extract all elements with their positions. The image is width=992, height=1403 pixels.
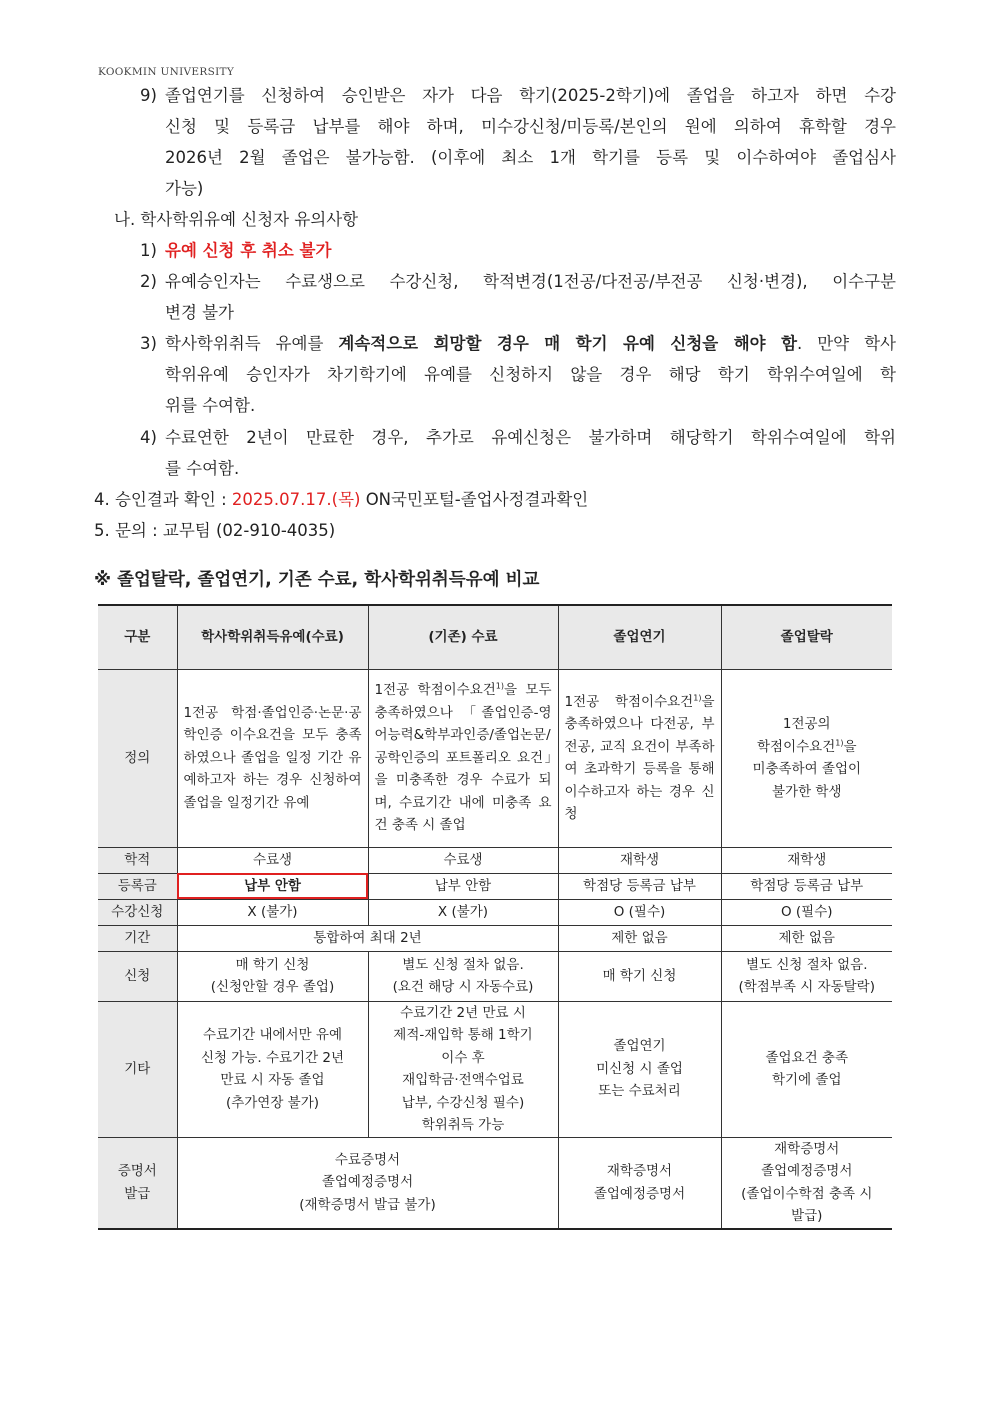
other-failure <box>721 1001 892 1137</box>
na-2-line-1: 유예승인자는 수료생으로 수강신청, 학적변경(1전공/다전공/부전공 신청·변경), 이수구분 <box>165 272 896 291</box>
na-3-text-c: . 만약 학사 <box>797 334 896 353</box>
table-row-period <box>98 925 892 951</box>
row-label-status: 학적 <box>98 847 177 873</box>
application-failure-a: 별도 신청 절차 없음. <box>746 956 868 973</box>
item-5-inquiry: 5. 문의 : 교무팀 (02-910-4035) <box>94 521 336 540</box>
item-4-date: 2025.07.17.(목) <box>231 490 361 509</box>
header-graduation-failure: 졸업탈락 <box>721 605 892 669</box>
other-postponement-line: 졸업연기 <box>613 1038 666 1055</box>
definition-postponement-a: 1전공 학점이수요건 <box>564 693 694 710</box>
na-3-emphasis: 계속적으로 희망할 경우 매 학기 유예 신청을 해야 함 <box>338 334 798 353</box>
table-row-application <box>98 951 892 1001</box>
footnote-marker: 1) <box>495 681 504 691</box>
application-deferral-a: 매 학기 신청 <box>235 956 310 973</box>
other-failure-line: 졸업요건 충족 <box>765 1049 849 1066</box>
item-4-suffix: ON국민포털-졸업사정결과확인 <box>360 490 589 509</box>
application-completion-b: (요건 해당 시 자동수료) <box>392 979 534 995</box>
row-label-application: 신청 <box>98 951 177 1001</box>
definition-postponement-b: 을 충족하였으나 다전공, 부전공, 교직 요건이 부족하여 초과학기 등록을 통해 이수하고자 하는 경우 신청 <box>564 693 715 822</box>
table-row-other <box>98 1001 892 1137</box>
other-deferral-line: (추가연장 불가) <box>225 1094 320 1111</box>
other-deferral-line: 수료기간 내에서만 유예 <box>203 1027 342 1043</box>
row-label-tuition: 등록금 <box>98 873 177 899</box>
na-2-number: 2) <box>140 272 157 291</box>
na-3-line-1 <box>165 328 896 359</box>
other-completion-line: 납부, 수강신청 필수) <box>401 1094 525 1111</box>
na-3-line-2: 학위유예 승인자가 차기학기에 유예를 신청하지 않을 경우 해당 학기 학위수여일에 학 <box>165 365 896 384</box>
comparison-table <box>98 604 892 1230</box>
na-2-line-2: 변경 불가 <box>165 303 235 322</box>
tuition-deferral-highlighted: 납부 안함 <box>177 873 368 899</box>
na-4-line-1: 수료연한 2년이 만료한 경우, 추가로 유예신청은 불가하며 해당학기 학위수여일에 학위 <box>165 428 896 447</box>
table-row-status <box>98 847 892 873</box>
definition-completion <box>368 669 558 847</box>
footnote-marker: 1) <box>835 738 844 747</box>
certificate-line: 발급) <box>791 1208 823 1224</box>
header-graduation-postponement: 졸업연기 <box>558 605 721 669</box>
table-header-row <box>98 605 892 669</box>
other-completion-line: 재입학금·전액수업료 <box>402 1072 524 1088</box>
status-postponement: 재학생 <box>558 847 721 873</box>
definition-completion-b: 을 모두 충족하였으나 「졸업인증-영어능력&학부과인증/졸업논문/공학인증의 포트폴리오 요건」을 미충족한 경우 수료가 되며, 수료기간 내에 미충족 요건 충족 시 졸업 <box>374 682 552 834</box>
tuition-postponement: 학점당 등록금 납부 <box>558 873 721 899</box>
other-completion-line: 제적-재입학 통해 1학기 <box>393 1027 533 1043</box>
table-row-certificate <box>98 1137 892 1229</box>
row-label-period: 기간 <box>98 925 177 951</box>
other-deferral-line: 만료 시 자동 졸업 <box>220 1072 325 1088</box>
definition-failure-c: 을 <box>843 738 857 755</box>
na-3-line-3: 위를 수여함. <box>165 396 256 415</box>
course-completion: X (불가) <box>368 899 558 925</box>
course-deferral: X (불가) <box>177 899 368 925</box>
item-4-prefix: 4. 승인결과 확인 : <box>94 490 232 509</box>
row-label-definition: 정의 <box>98 669 177 847</box>
other-deferral-line: 신청 가능. 수료기간 2년 <box>200 1049 345 1066</box>
definition-deferral: 1전공 학점·졸업인증·논문·공학인증 이수요건을 모두 충족하였으나 졸업을 일정 기간 유예하고자 하는 경우 신청하여 졸업을 일정기간 유예 <box>177 669 368 847</box>
na-3-text-a: 학사학위취득 유예를 <box>165 334 339 353</box>
item-9-number: 9) <box>140 86 157 105</box>
course-failure: O (필수) <box>721 899 892 925</box>
course-postponement: O (필수) <box>558 899 721 925</box>
item-9-line-2: 신청 및 등록금 납부를 해야 하며, 미수강신청/미등록/본인의 원에 의하여 휴학할 경우 <box>165 117 896 136</box>
na-4-number: 4) <box>140 428 157 447</box>
period-postponement: 제한 없음 <box>558 925 721 951</box>
item-9-line-1: 졸업연기를 신청하여 승인받은 자가 다음 학기(2025-2학기)에 졸업을 하고자 하면 수강 <box>165 86 896 105</box>
header-existing-completion: (기존) 수료 <box>368 605 558 669</box>
definition-failure-e: 불가한 학생 <box>772 783 842 800</box>
application-completion <box>368 951 558 1001</box>
certificate-line: 재학증명서 <box>774 1140 840 1157</box>
other-completion <box>368 1001 558 1137</box>
other-deferral <box>177 1001 368 1137</box>
period-failure: 제한 없음 <box>721 925 892 951</box>
definition-failure-a: 1전공의 <box>782 716 831 732</box>
other-postponement-line: 또는 수료처리 <box>598 1083 681 1100</box>
certificate-line: 수료증명서 <box>334 1151 401 1168</box>
application-deferral-b: (신청안할 경우 졸업) <box>210 979 335 995</box>
other-failure-line: 학기에 졸업 <box>772 1072 842 1088</box>
na-1-text: 유예 신청 후 취소 불가 <box>165 241 332 260</box>
certificate-line: 졸업예정증명서 <box>761 1163 853 1179</box>
table-row-definition <box>98 669 892 847</box>
row-label-certificate-b: 발급 <box>124 1185 151 1202</box>
certificate-deferral-completion <box>177 1137 558 1229</box>
other-completion-line: 이수 후 <box>441 1049 485 1066</box>
status-completion: 수료생 <box>368 847 558 873</box>
comparison-title: ※ 졸업탈락, 졸업연기, 기존 수료, 학사학위취득유예 비교 <box>94 570 540 590</box>
na-1-number: 1) <box>140 241 157 260</box>
certificate-failure <box>721 1137 892 1229</box>
definition-failure-b: 학점이수요건 <box>756 738 836 755</box>
application-failure <box>721 951 892 1001</box>
header-degree-deferral: 학사학위취득유예(수료) <box>177 605 368 669</box>
other-postponement <box>558 1001 721 1137</box>
table-row-tuition <box>98 873 892 899</box>
certificate-line: 졸업예정증명서 <box>593 1185 686 1202</box>
university-logo: KOOKMIN UNIVERSITY <box>98 66 235 78</box>
na-3-number: 3) <box>140 334 157 353</box>
certificate-line: 재학증명서 <box>606 1163 673 1179</box>
section-na-heading: 나. 학사학위유예 신청자 유의사항 <box>114 210 359 229</box>
other-completion-line: 학위취득 가능 <box>421 1117 505 1133</box>
status-deferral: 수료생 <box>177 847 368 873</box>
tuition-completion: 납부 안함 <box>368 873 558 899</box>
item-4-approval-result <box>94 484 588 515</box>
item-9-line-4: 가능) <box>165 179 204 198</box>
other-completion-line: 수료기간 2년 만료 시 <box>400 1004 526 1021</box>
table-row-course-registration <box>98 899 892 925</box>
period-deferral-completion: 통합하여 최대 2년 <box>177 925 558 951</box>
definition-failure <box>721 669 892 847</box>
row-label-course-registration: 수강신청 <box>98 899 177 925</box>
certificate-line: (졸업이수학점 충족 시 <box>741 1185 873 1202</box>
other-postponement-line: 미신청 시 졸업 <box>596 1060 683 1077</box>
header-category: 구분 <box>98 605 177 669</box>
definition-postponement <box>558 669 721 847</box>
certificate-line: (재학증명서 발급 불가) <box>299 1196 436 1213</box>
application-postponement: 매 학기 신청 <box>558 951 721 1001</box>
certificate-line: 졸업예정증명서 <box>321 1174 414 1191</box>
definition-failure-d: 미충족하여 졸업이 <box>752 761 862 777</box>
footnote-marker: 1) <box>693 693 702 702</box>
row-label-other: 기타 <box>98 1001 177 1137</box>
definition-completion-a: 1전공 학점이수요건 <box>374 682 496 699</box>
application-deferral <box>177 951 368 1001</box>
na-4-line-2: 를 수여함. <box>165 459 240 478</box>
certificate-postponement <box>558 1137 721 1229</box>
row-label-certificate-a: 증명서 <box>117 1163 157 1179</box>
row-label-certificate <box>98 1137 177 1229</box>
tuition-failure: 학점당 등록금 납부 <box>721 873 892 899</box>
application-failure-b: (학점부족 시 자동탈락) <box>738 979 875 995</box>
status-failure: 재학생 <box>721 847 892 873</box>
item-9-line-3: 2026년 2월 졸업은 불가능함. (이후에 최소 1개 학기를 등록 및 이수하여야 졸업심사 <box>165 148 896 167</box>
application-completion-a: 별도 신청 절차 없음. <box>402 956 524 973</box>
